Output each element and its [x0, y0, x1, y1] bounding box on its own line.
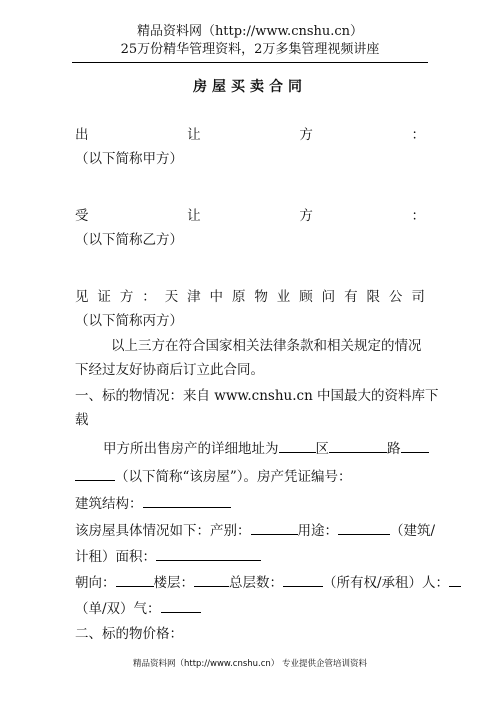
witness-label-row — [75, 286, 425, 308]
witness-char: 公 — [388, 289, 403, 305]
section-1-heading-cont: 载 — [75, 412, 89, 428]
seller-label-row — [75, 124, 425, 146]
header-tagline: 25万份精华管理资料，2万多集管理视频讲座 — [120, 42, 380, 57]
gas-label: （单/双）气： — [75, 601, 161, 617]
seller-char: 出 — [75, 127, 89, 143]
structure-label: 建筑结构： — [75, 496, 143, 512]
owner-blank — [449, 570, 461, 587]
structure-blank — [143, 491, 231, 508]
section-1-heading: 一、标的物情况：来自 www.cnshu.cn 中国最大的资料库下 — [75, 388, 439, 404]
witness-char: 问 — [321, 289, 336, 305]
details-line-2 — [75, 544, 425, 568]
orientation-label: 朝向： — [75, 575, 116, 591]
address-prefix: 甲方所出售房产的详细地址为 — [103, 441, 279, 457]
witness-char: ： — [142, 289, 156, 305]
seller-char: 让 — [187, 127, 201, 143]
details-line-1 — [75, 518, 436, 542]
intro-line-2: 下经过友好协商后订立此合同。 — [75, 362, 264, 378]
witness-char: 天 — [164, 289, 179, 305]
document-title: 房屋买卖合同 — [193, 79, 307, 95]
buyer-label-row — [75, 205, 425, 227]
district-blank — [279, 436, 316, 453]
witness-char: 物 — [254, 289, 268, 305]
intro-line-1: 以上三方在符合国家相关法律条款和相关规定的情况 — [111, 338, 422, 354]
witness-char: 方 — [119, 289, 134, 305]
area-blank — [156, 544, 261, 561]
witness-note: （以下简称丙方） — [75, 313, 183, 329]
buyer-note: （以下简称乙方） — [75, 232, 183, 248]
buyer-char: 让 — [187, 208, 201, 224]
witness-char: 津 — [187, 289, 201, 305]
property-cert-text: （以下简称“该房屋”）。房产凭证编号： — [115, 469, 352, 485]
floor-blank — [194, 570, 229, 587]
orientation-line-2 — [75, 596, 425, 620]
buyer-char: 方 — [299, 208, 313, 224]
witness-char: 有 — [344, 289, 358, 305]
address-blank-cont — [75, 464, 115, 481]
witness-char: 业 — [276, 289, 291, 305]
area-type-label: （建筑/ — [390, 523, 436, 539]
seller-note: （以下简称甲方） — [75, 151, 183, 167]
address-line-2 — [75, 464, 425, 488]
number-blank — [401, 436, 429, 453]
buyer-char: ： — [411, 208, 425, 224]
property-type-blank — [251, 518, 298, 535]
witness-char: 司 — [411, 289, 425, 305]
road-label: 路 — [387, 441, 401, 457]
seller-char: ： — [411, 127, 425, 143]
property-type-label: 该房屋具体情况如下：产别： — [75, 523, 251, 539]
witness-char: 见 — [75, 289, 89, 305]
road-blank — [329, 436, 387, 453]
structure-line — [75, 491, 425, 515]
orientation-blank — [116, 570, 154, 587]
usage-label: 用途： — [297, 523, 338, 539]
witness-char: 顾 — [299, 289, 313, 305]
witness-char: 证 — [97, 289, 111, 305]
witness-char: 原 — [231, 289, 246, 305]
area-label: 计租）面积： — [75, 549, 156, 565]
total-floors-blank — [283, 570, 323, 587]
witness-char: 中 — [209, 289, 224, 305]
page-footer: 精品资料网（http://www.cnshu.cn） 专业提供企管培训资料 — [132, 659, 368, 669]
owner-label: （所有权/承租）人： — [323, 575, 450, 591]
total-floors-label: 总层数： — [229, 575, 283, 591]
orientation-line-1 — [75, 570, 450, 594]
header-site-line: 精品资料网（http://www.cnshu.cn） — [136, 24, 364, 39]
usage-blank — [338, 518, 390, 535]
section-2-heading: 二、标的物价格： — [75, 626, 183, 642]
district-label: 区 — [315, 441, 329, 457]
gas-blank — [161, 596, 201, 613]
witness-char: 限 — [366, 289, 380, 305]
floor-label: 楼层： — [153, 575, 194, 591]
seller-char: 方 — [299, 127, 313, 143]
address-line-1 — [75, 436, 425, 460]
header-divider — [72, 62, 428, 63]
buyer-char: 受 — [75, 208, 89, 224]
